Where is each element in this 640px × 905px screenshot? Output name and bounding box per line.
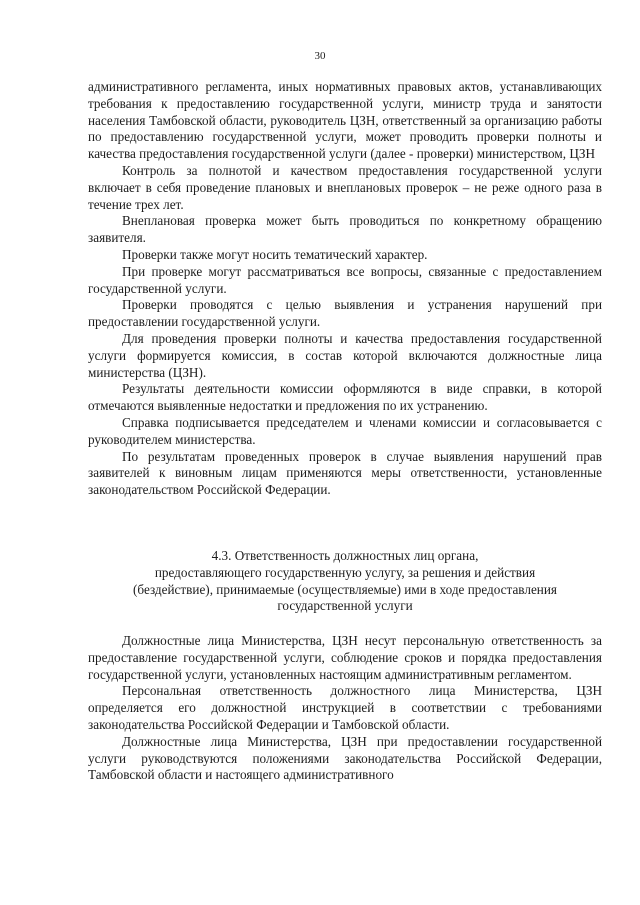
heading-line: (бездействие), принимаемые (осуществляемые) ими в ходе предоставления — [133, 581, 557, 597]
paragraph: Результаты деятельности комиссии оформляются в виде справки, в которой отмечаются выявленные недостатки и предложения по их устранению. — [88, 381, 602, 414]
paragraph: Для проведения проверки полноты и качества предоставления государственной услуги формируется комиссия, в состав которой включаются должностные лица министерства (ЦЗН). — [88, 330, 602, 380]
paragraph: административного регламента, иных нормативных правовых актов, устанавливающих требования к предоставлению государственной услуги, министр труда и занятости населения Тамбовской области, руководитель ЦЗН, ответственный за организацию работы по предоставлению государственной услуги, может проводить проверки полноты и качества предоставления государственной услуги (далее - проверки) министерством, ЦЗН — [88, 79, 602, 162]
paragraph: Проверки также могут носить тематический характер. — [122, 246, 428, 262]
page-number: 30 — [314, 50, 326, 62]
paragraph: Проверки проводятся с целью выявления и устранения нарушений при предоставлении государственной услуги. — [88, 297, 602, 330]
section-heading — [88, 548, 602, 615]
paragraph: Внеплановая проверка может быть проводиться по конкретному обращению заявителя. — [88, 213, 602, 246]
heading-line: предоставляющего государственную услугу, за решения и действия — [154, 564, 536, 580]
heading-line: государственной услуги — [277, 598, 413, 614]
body-text-top — [88, 79, 602, 499]
paragraph: Персональная ответственность должностного лица Министерства, ЦЗН определяется его должностной инструкцией в соответствии с требованиями законодательства Российской Федерации и Тамбовской области. — [88, 683, 602, 732]
paragraph: По результатам проведенных проверок в случае выявления нарушений прав заявителей к виновным лицам применяются меры ответственности, установленные законодательством Российской Федерации. — [88, 448, 602, 498]
paragraph: Должностные лица Министерства, ЦЗН при предоставлении государственной услуги руководствуются положениями законодательства Российской Федерации, Тамбовской области и настоящего административного — [88, 733, 602, 783]
paragraph: Контроль за полнотой и качеством предоставления государственной услуги включает в себя проведение плановых и внеплановых проверок – не реже одного раза в течение трех лет. — [88, 162, 602, 212]
paragraph: Должностные лица Министерства, ЦЗН несут персональную ответственность за предоставление государственной услуги, соблюдение сроков и порядка предоставления государственной услуги, установленных настоящим административным регламентом. — [88, 633, 602, 682]
heading-line: 4.3. Ответственность должностных лиц органа, — [211, 548, 479, 563]
paragraph: При проверке могут рассматриваться все вопросы, связанные с предоставлением государственной услуги. — [88, 263, 602, 296]
body-text-bottom — [88, 633, 602, 784]
paragraph: Справка подписывается председателем и членами комиссии и согласовывается с руководителем министерства. — [88, 414, 602, 447]
